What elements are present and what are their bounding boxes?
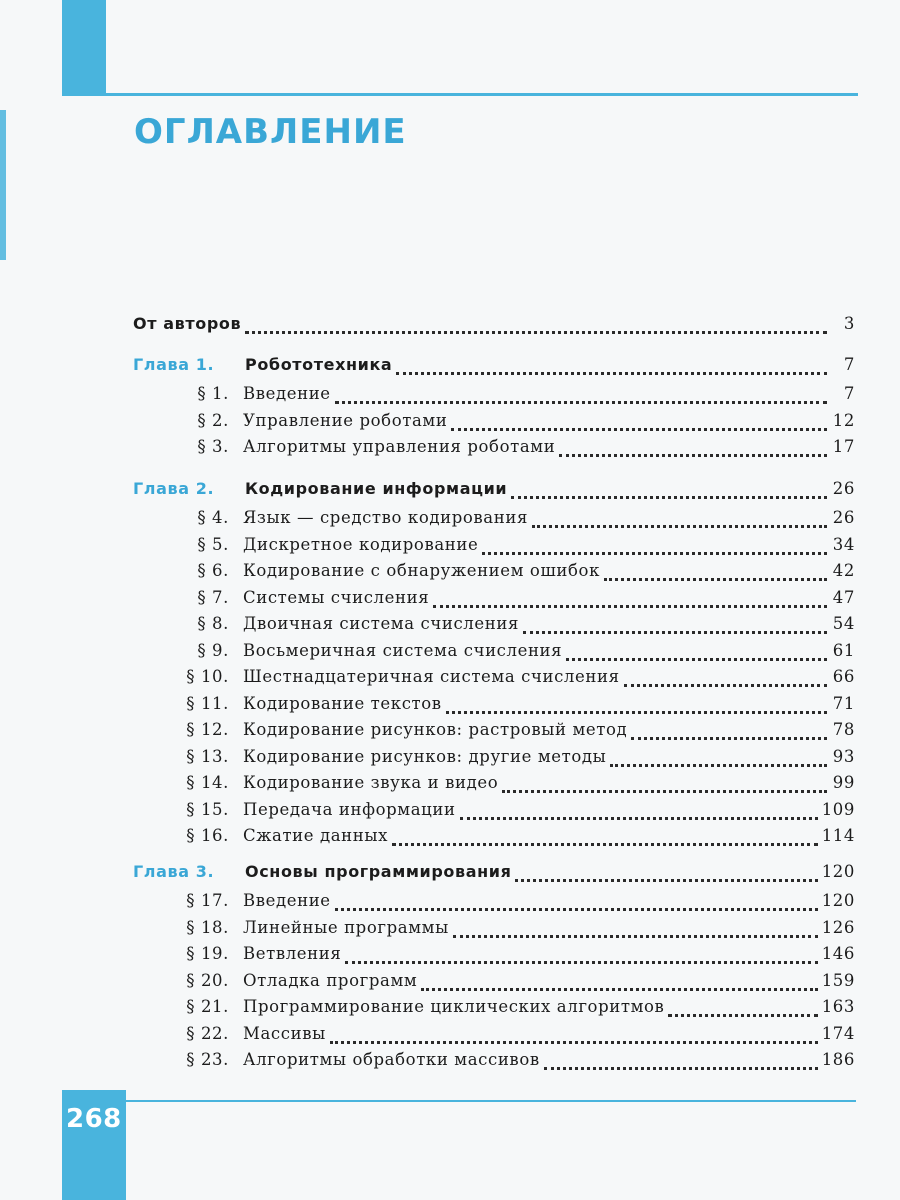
chapter-page: 7	[843, 355, 855, 374]
chapter-title: Кодирование информации	[245, 479, 508, 498]
toc-section-row[interactable]	[133, 1050, 855, 1076]
section-title: Кодирование рисунков: растровый метод	[243, 720, 628, 739]
section-title: Алгоритмы управления роботами	[243, 437, 556, 456]
dot-leader	[631, 730, 827, 740]
section-page: 71	[832, 693, 855, 713]
section-title: Отладка программ	[243, 970, 418, 990]
dot-leader	[392, 836, 818, 846]
toc-section-row[interactable]	[133, 508, 855, 534]
dot-leader	[610, 757, 827, 767]
toc-section-row[interactable]	[133, 641, 855, 667]
section-number: § 18.	[186, 917, 229, 937]
section-title: Введение	[243, 891, 331, 910]
dot-leader	[421, 981, 817, 991]
section-page: 93	[832, 746, 855, 766]
section-title: Кодирование рисунков: другие методы	[243, 746, 607, 766]
section-number: § 13.	[186, 746, 229, 766]
chapter-page: 120	[821, 862, 855, 881]
section-number: § 8.	[197, 614, 229, 633]
left-edge-accent	[0, 110, 6, 260]
section-page: 78	[832, 720, 855, 739]
chapter-page: 26	[832, 479, 855, 498]
dot-leader	[566, 651, 827, 661]
section-title: Сжатие данных	[243, 826, 389, 845]
chapter-title: Робототехника	[245, 355, 393, 374]
section-title: Восьмеричная система счисления	[243, 640, 563, 660]
section-number: § 6.	[197, 561, 229, 580]
toc-section-row[interactable]	[133, 826, 855, 852]
toc-intro-label: От авторов	[133, 314, 242, 333]
section-page: 34	[832, 534, 855, 554]
section-page: 47	[832, 587, 855, 607]
dot-leader	[446, 704, 827, 714]
dot-leader	[433, 598, 827, 608]
toc-section-row[interactable]	[133, 667, 855, 693]
section-page: 12	[832, 410, 855, 430]
section-title: Системы счисления	[243, 587, 430, 607]
dot-leader	[245, 324, 827, 334]
section-number: § 22.	[186, 1023, 229, 1043]
dot-leader	[523, 624, 827, 634]
section-number: § 1.	[197, 384, 229, 403]
chapter-title: Основы программирования	[245, 862, 512, 881]
toc-chapter-row[interactable]	[133, 862, 855, 888]
section-number: § 4.	[197, 508, 229, 527]
section-page: 126	[821, 917, 855, 937]
section-page: 42	[832, 561, 855, 580]
section-number: § 16.	[186, 826, 229, 845]
dot-leader	[335, 394, 827, 404]
dot-leader	[544, 1060, 818, 1070]
section-title: Управление роботами	[243, 410, 448, 430]
section-page: 109	[821, 799, 855, 819]
section-page: 54	[832, 614, 855, 633]
toc-section-row[interactable]	[133, 1024, 855, 1050]
section-page: 163	[821, 997, 855, 1016]
section-number: § 5.	[197, 534, 229, 554]
toc-section-row[interactable]	[133, 720, 855, 746]
toc-section-row[interactable]	[133, 384, 855, 410]
toc-chapter-row[interactable]	[133, 355, 855, 381]
dot-leader	[330, 1034, 818, 1044]
dot-leader	[345, 954, 817, 964]
section-title: Язык — средство кодирования	[243, 508, 528, 527]
section-number: § 12.	[186, 720, 229, 739]
header-rule	[106, 93, 858, 96]
toc-intro-row[interactable]	[133, 314, 855, 340]
section-page: 114	[821, 826, 855, 845]
dot-leader	[482, 545, 827, 555]
dot-leader	[668, 1007, 817, 1017]
section-number: § 21.	[186, 997, 229, 1016]
section-page: 146	[821, 944, 855, 963]
toc-section-row[interactable]	[133, 747, 855, 773]
section-page: 17	[832, 437, 855, 456]
top-accent-bar	[62, 0, 106, 96]
footer-rule	[126, 1100, 856, 1102]
section-page: 186	[821, 1050, 855, 1069]
toc-section-row[interactable]	[133, 971, 855, 997]
section-number: § 7.	[197, 587, 229, 607]
toc-section-row[interactable]	[133, 535, 855, 561]
section-page: 174	[821, 1023, 855, 1043]
toc-section-row[interactable]	[133, 694, 855, 720]
section-number: § 17.	[186, 891, 229, 910]
toc-section-row[interactable]	[133, 800, 855, 826]
section-title: Введение	[243, 384, 331, 403]
section-number: § 19.	[186, 944, 229, 963]
toc-section-row[interactable]	[133, 588, 855, 614]
dot-leader	[604, 571, 827, 581]
section-title: Кодирование текстов	[243, 693, 442, 713]
chapter-number: Глава 1.	[133, 355, 215, 374]
toc-chapter-row[interactable]	[133, 479, 855, 505]
section-title: Массивы	[243, 1023, 326, 1043]
section-page: 159	[821, 970, 855, 990]
toc-section-row[interactable]	[133, 773, 855, 799]
dot-leader	[460, 810, 818, 820]
toc-section-row[interactable]	[133, 891, 855, 917]
toc-section-row[interactable]	[133, 561, 855, 587]
dot-leader	[396, 365, 827, 375]
section-title: Линейные программы	[243, 917, 449, 937]
section-title: Ветвления	[243, 944, 342, 963]
toc-section-row[interactable]	[133, 944, 855, 970]
chapter-number: Глава 2.	[133, 479, 215, 498]
section-title: Шестнадцатеричная система счисления	[243, 667, 620, 686]
section-title: Кодирование с обнаружением ошибок	[243, 561, 600, 580]
dot-leader	[532, 518, 827, 528]
dot-leader	[515, 872, 817, 882]
dot-leader	[511, 489, 827, 499]
section-number: § 14.	[186, 773, 229, 792]
dot-leader	[451, 421, 827, 431]
section-number: § 23.	[186, 1050, 229, 1069]
dot-leader	[502, 783, 827, 793]
toc-intro-page: 3	[843, 314, 855, 333]
section-title: Кодирование звука и видео	[243, 773, 499, 792]
section-number: § 10.	[186, 667, 229, 686]
section-title: Алгоритмы обработки массивов	[243, 1050, 540, 1069]
section-number: § 9.	[197, 640, 229, 660]
section-number: § 15.	[186, 799, 229, 819]
dot-leader	[453, 928, 818, 938]
toc-section-row[interactable]	[133, 997, 855, 1023]
section-title: Передача информации	[243, 799, 456, 819]
chapter-number: Глава 3.	[133, 862, 215, 881]
section-number: § 20.	[186, 970, 229, 990]
section-page: 61	[832, 640, 855, 660]
section-page: 120	[821, 891, 855, 910]
toc-section-row[interactable]	[133, 411, 855, 437]
dot-leader	[559, 447, 827, 457]
page-number: 268	[66, 1104, 122, 1134]
section-page: 99	[832, 773, 855, 792]
section-title: Дискретное кодирование	[243, 534, 479, 554]
toc-section-row[interactable]	[133, 614, 855, 640]
dot-leader	[624, 677, 827, 687]
section-title: Двоичная система счисления	[243, 614, 519, 633]
toc-section-row[interactable]	[133, 918, 855, 944]
section-number: § 11.	[186, 693, 229, 713]
section-number: § 3.	[197, 437, 229, 456]
dot-leader	[335, 901, 818, 911]
section-title: Программирование циклических алгоритмов	[243, 997, 665, 1016]
section-page: 26	[832, 508, 855, 527]
toc-section-row[interactable]	[133, 437, 855, 463]
section-page: 66	[832, 667, 855, 686]
section-number: § 2.	[197, 410, 229, 430]
section-page: 7	[843, 384, 855, 403]
page-title: ОГЛАВЛЕНИЕ	[134, 112, 407, 152]
